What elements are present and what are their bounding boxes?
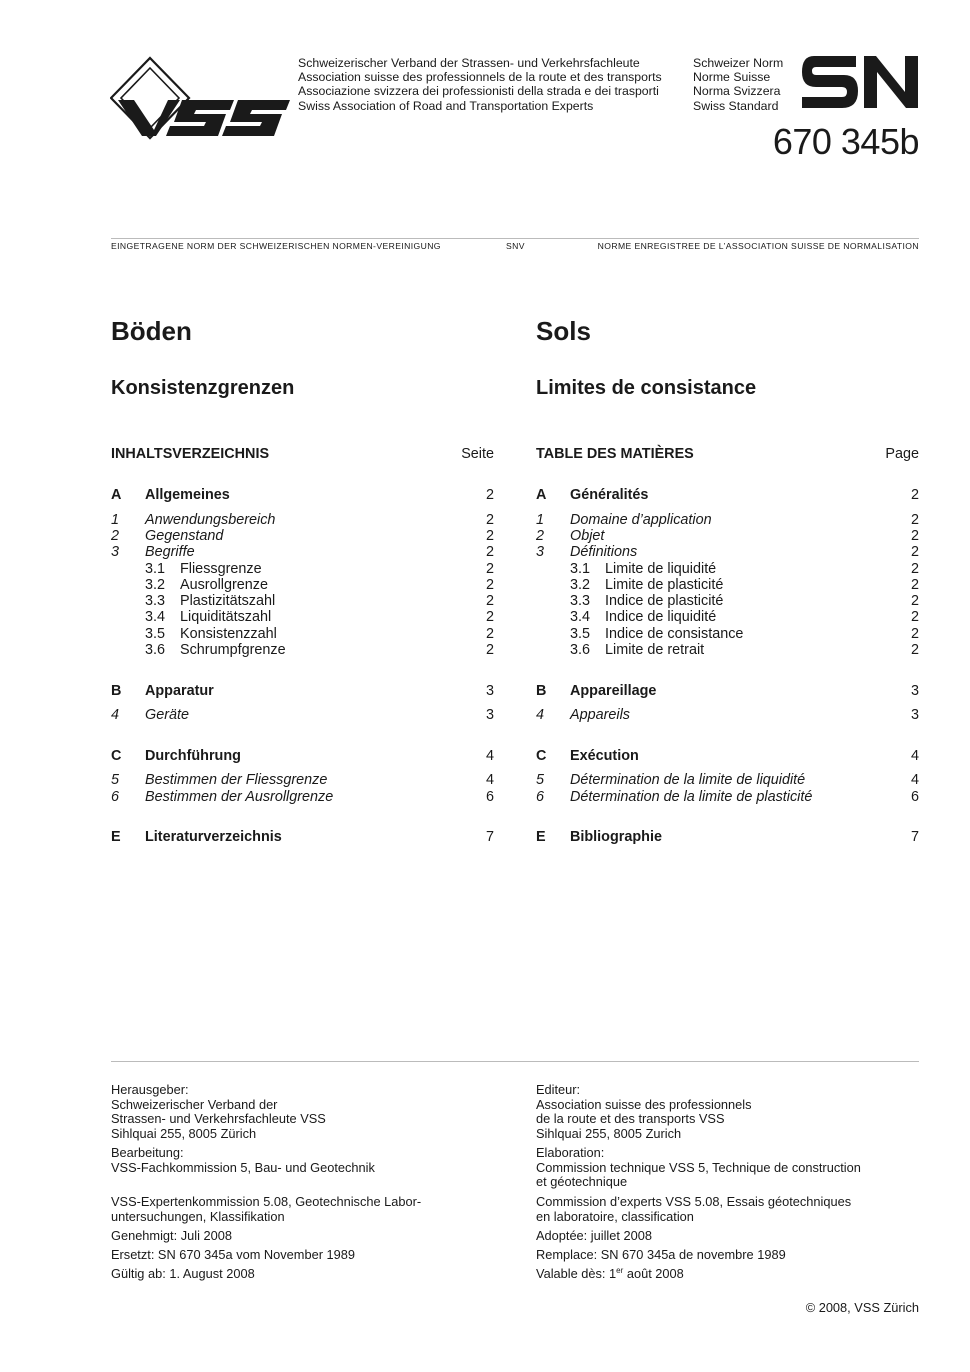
- toc-title-de: INHALTSVERZEICHNIS: [111, 446, 270, 462]
- toc-subitem: 3.2 Ausrollgrenze 2: [145, 577, 494, 593]
- toc-subitem: 3.3 Indice de plasticité 2: [570, 593, 919, 609]
- editing-label: Bearbeitung:: [111, 1145, 184, 1160]
- document-number: 670 345b: [772, 121, 919, 162]
- toc-item: 3 Begriffe 2: [111, 544, 494, 560]
- toc-item: 2 Objet 2: [536, 528, 919, 544]
- org-name-it: Associazione svizzera dei professionisti della strada e dei trasporti: [298, 84, 659, 99]
- toc-title-fr: TABLE DES MATIÈRES: [536, 446, 694, 462]
- toc-subitem: 3.1 Fliessgrenze 2: [145, 561, 494, 577]
- editing-label: Elaboration:: [536, 1145, 605, 1160]
- toc-item: 4 Appareils 3: [536, 707, 919, 723]
- toc-item: 5 Détermination de la limite de liquidité 4: [536, 772, 919, 788]
- experts-line: en laboratoire, classification: [536, 1208, 694, 1224]
- approved-de: Genehmigt: Juli 2008: [111, 1228, 232, 1243]
- standard-it: Norma Svizzera: [693, 84, 781, 99]
- publisher-label: Herausgeber:: [111, 1082, 189, 1097]
- toc-section: B Appareillage 3: [536, 683, 919, 699]
- toc-subitem: 3.2 Limite de plasticité 2: [570, 577, 919, 593]
- org-name-fr: Association suisse des professionnels de la route et des transports: [298, 70, 662, 85]
- publisher-line: Strassen- und Verkehrsfachleute VSS: [111, 1111, 326, 1127]
- toc-item: 6 Bestimmen der Ausrollgrenze 6: [111, 789, 494, 805]
- experts-line: VSS-Expertenkommission 5.08, Geotechnische Labor-: [111, 1194, 422, 1209]
- experts-line: untersuchungen, Klassifikation: [111, 1208, 285, 1224]
- footer-publisher-de: [111, 1083, 326, 1141]
- org-name-en: Swiss Association of Road and Transportation Experts: [298, 98, 594, 113]
- footer-experts-fr: [536, 1195, 851, 1224]
- registration-snv: SNV: [506, 241, 525, 251]
- footer-divider: [111, 1061, 919, 1062]
- valid-sup: er: [616, 1266, 624, 1275]
- toc-subitem: 3.1 Limite de liquidité 2: [570, 561, 919, 577]
- replaces-de: Ersetzt: SN 670 345a vom November 1989: [111, 1247, 355, 1262]
- toc-item: 6 Détermination de la limite de plasticité 6: [536, 789, 919, 805]
- copyright: © 2008, VSS Zürich: [805, 1300, 919, 1315]
- valid-prefix: Valable dès: 1: [536, 1266, 617, 1281]
- toc-section: C Exécution 4: [536, 748, 919, 764]
- toc-subitem: 3.5 Indice de consistance 2: [570, 626, 919, 642]
- toc-subitem: 3.6 Schrumpfgrenze 2: [145, 642, 494, 658]
- toc-section: C Durchführung 4: [111, 748, 494, 764]
- toc-item: 5 Bestimmen der Fliessgrenze 4: [111, 772, 494, 788]
- registration-fr: NORME ENREGISTREE DE L’ASSOCIATION SUISSE DE NORMALISATION: [597, 241, 919, 251]
- experts-line: Commission d’experts VSS 5.08, Essais géotechniques: [536, 1194, 852, 1209]
- toc-item: 1 Anwendungsbereich 2: [111, 512, 494, 528]
- editing-line: VSS-Fachkommission 5, Bau- und Geotechnik: [111, 1159, 375, 1175]
- footer-editing-de: [111, 1146, 375, 1175]
- footer-publisher-fr: [536, 1083, 752, 1141]
- valid-fr: [536, 1267, 684, 1282]
- toc-section: A Généralités 2: [536, 487, 919, 503]
- publisher-line: de la route et des transports VSS: [536, 1111, 725, 1127]
- toc-page-label-fr: Page: [885, 446, 919, 462]
- toc-item: 2 Gegenstand 2: [111, 528, 494, 544]
- editing-line: et géotechnique: [536, 1174, 628, 1190]
- toc-item: 3 Définitions 2: [536, 544, 919, 560]
- editing-line: Commission technique VSS 5, Technique de construction: [536, 1159, 861, 1175]
- replaces-fr: Remplace: SN 670 345a de novembre 1989: [536, 1247, 786, 1262]
- toc-section: E Bibliographie 7: [536, 829, 919, 845]
- toc-section: B Apparatur 3: [111, 683, 494, 699]
- toc-fr: [536, 0, 919, 900]
- footer-experts-de: [111, 1195, 421, 1224]
- standard-de: Schweizer Norm: [693, 56, 784, 70]
- toc-item: 4 Geräte 3: [111, 707, 494, 723]
- approved-fr: Adoptée: juillet 2008: [536, 1228, 652, 1243]
- publisher-line: Association suisse des professionnels: [536, 1096, 752, 1112]
- standard-en: Swiss Standard: [693, 98, 779, 113]
- toc-subitem: 3.4 Indice de liquidité 2: [570, 609, 919, 625]
- toc-subitem: 3.5 Konsistenzzahl 2: [145, 626, 494, 642]
- footer-editing-fr: [536, 1146, 861, 1190]
- registration-de: EINGETRAGENE NORM DER SCHWEIZERISCHEN NORMEN-VEREINIGUNG: [111, 241, 441, 251]
- subtitle-de: Konsistenzgrenzen: [111, 377, 295, 399]
- valid-de: Gültig ab: 1. August 2008: [111, 1266, 255, 1281]
- publisher-address: Sihlquai 255, 8005 Zürich: [111, 1125, 257, 1141]
- publisher-line: Schweizerischer Verband der: [111, 1096, 278, 1112]
- toc-subitem: 3.6 Limite de retrait 2: [570, 642, 919, 658]
- title-fr: Sols: [536, 316, 591, 346]
- toc-subitem: 3.3 Plastizitätszahl 2: [145, 593, 494, 609]
- publisher-label: Editeur:: [536, 1082, 581, 1097]
- toc-page-label-de: Seite: [461, 446, 494, 462]
- valid-suffix: août 2008: [623, 1266, 684, 1281]
- publisher-address: Sihlquai 255, 8005 Zurich: [536, 1125, 682, 1141]
- toc-section: A Allgemeines 2: [111, 487, 494, 503]
- title-de: Böden: [111, 316, 192, 346]
- toc-section: E Literaturverzeichnis 7: [111, 829, 494, 845]
- toc-subitem: 3.4 Liquiditätszahl 2: [145, 609, 494, 625]
- toc-de: [111, 0, 494, 900]
- standard-fr: Norme Suisse: [693, 70, 771, 85]
- subtitle-fr: Limites de consistance: [536, 377, 757, 399]
- org-name-de: Schweizerischer Verband der Strassen- und Verkehrsfachleute: [298, 56, 640, 70]
- toc-item: 1 Domaine d’application 2: [536, 512, 919, 528]
